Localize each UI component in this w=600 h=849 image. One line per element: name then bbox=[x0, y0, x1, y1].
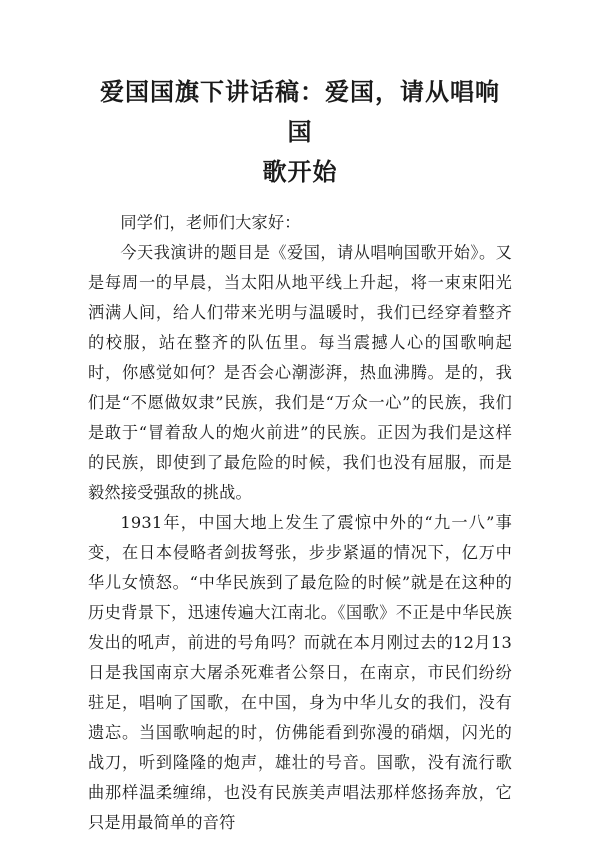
title-line-1: 爱国国旗下讲话稿：爱国，请从唱响国 bbox=[100, 77, 500, 146]
document-body bbox=[88, 208, 512, 838]
title-line-2: 歌开始 bbox=[262, 157, 338, 186]
body-paragraph-2: 1931年，中国大地上发生了震惊中外的“九一八”事变，在日本侵略者剑拔弩张，步步紧逼的情况下，亿万中华儿女愤怒。“中华民族到了最危险的时候”就是在这种的历史背景下，迅速传遍大江南北。《国歌》不正是中华民族发出的吼声，前进的号角吗？而就在本月刚过去的12月13日是我国南京大屠杀死难者公祭日，在南京，市民们纷纷驻足，唱响了国歌，在中国，身为中华儿女的我们，没有遗忘。当国歌响起的时，仿佛能看到弥漫的硝烟，闪光的战刀，听到隆隆的炮声，雄壮的号音。国歌，没有流行歌曲那样温柔缠绵，也没有民族美声唱法那样悠扬奔放，它只是用最简单的音符 bbox=[88, 513, 512, 832]
document-title bbox=[88, 72, 512, 192]
body-paragraph-1: 今天我演讲的题目是《爱国，请从唱响国歌开始》。又是每周一的早晨，当太阳从地平线上升起，将一束束阳光洒满人间，给人们带来光明与温暖时，我们已经穿着整齐的校服，站在整齐的队伍里。每当震撼人心的国歌响起时，你感觉如何？是否会心潮澎湃，热血沸腾。是的，我们是“不愿做奴隶”民族，我们是“万众一心”的民族，我们是敢于“冒着敌人的炮火前进”的民族。正因为我们是这样的民族，即使到了最危险的时候，我们也没有屈服，而是毅然接受强敌的挑战。 bbox=[88, 243, 512, 502]
greeting-paragraph: 同学们，老师们大家好： bbox=[120, 213, 301, 232]
